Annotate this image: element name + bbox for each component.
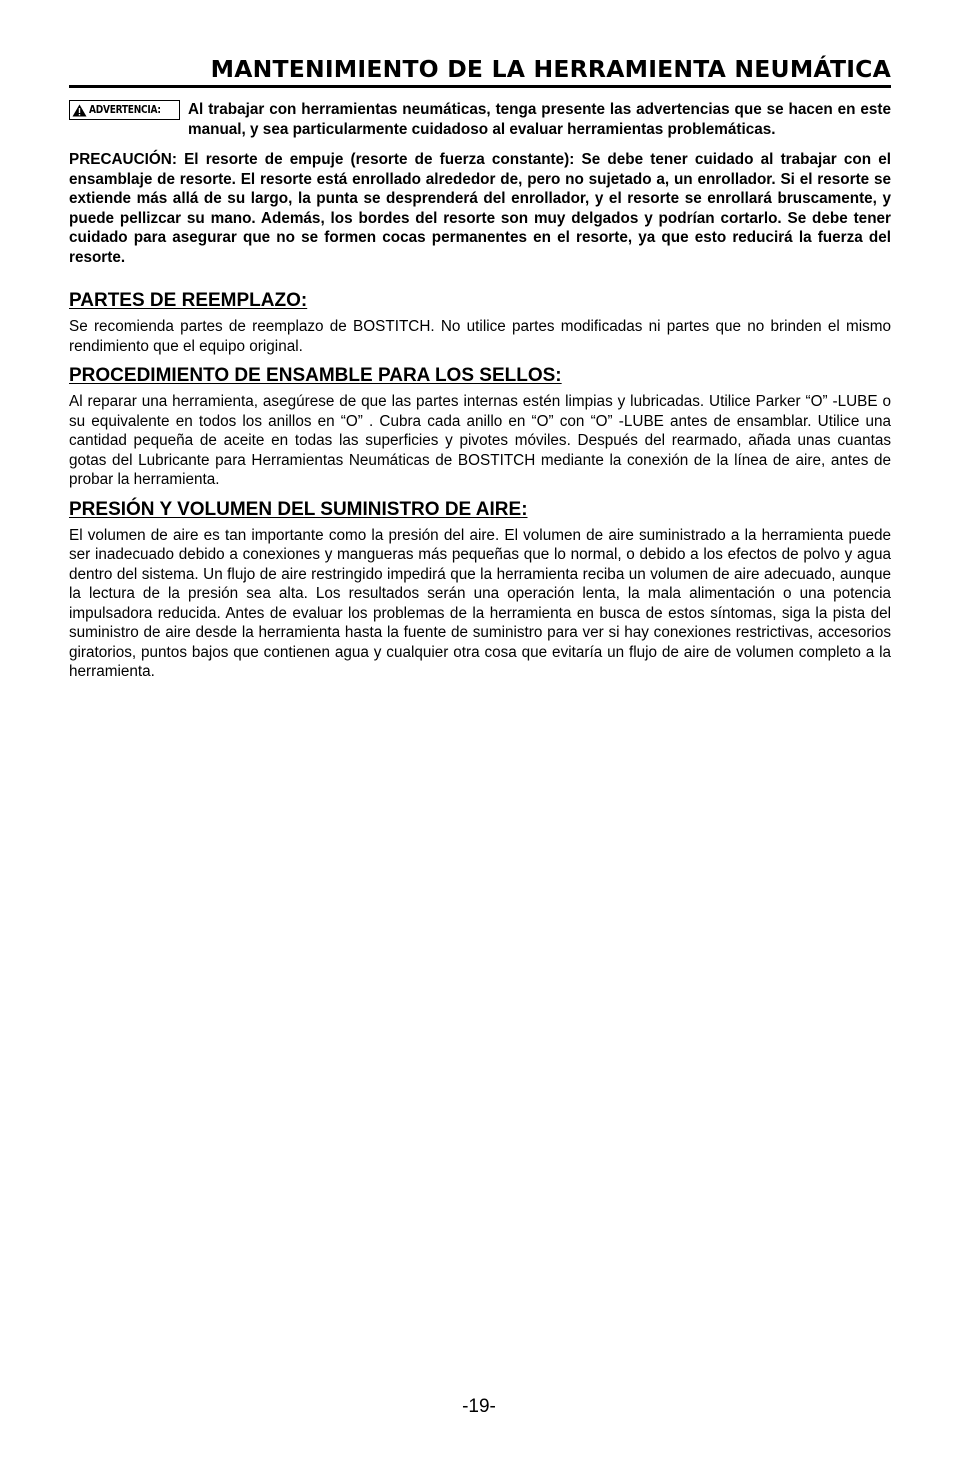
- section-body: Se recomienda partes de reemplazo de BOSTITCH. No utilice partes modificadas ni partes que no brinden el mismo rendimiento que el equipo original.: [69, 318, 891, 355]
- warning-block: [69, 100, 891, 139]
- section-air-supply: [69, 498, 891, 682]
- section-heading: PROCEDIMIENTO DE ENSAMBLE PARA LOS SELLOS:: [69, 365, 562, 386]
- warning-badge: [69, 100, 180, 120]
- page-title: MANTENIMIENTO DE LA HERRAMIENTA NEUMÁTICA: [69, 55, 891, 88]
- page-number: -19-: [462, 1396, 496, 1417]
- section-seal-assembly: [69, 364, 891, 490]
- warning-badge-label: ADVERTENCIA:: [89, 104, 161, 116]
- section-body: Al reparar una herramienta, asegúrese de que las partes internas estén limpias y lubricadas. Utilice Parker “O” -LUBE o su equivalente en todos los anillos en “O” . Cubra cada anillo en “O” con “O” -LUBE antes de ensamblar. Utilice una cantidad pequeña de aceite en todas las superficies y pivotes móviles. Después del rearmado, añada unas cuantas gotas del Lubricante para Herramientas Neumáticas de BOSTITCH mediante la conexión de la línea de aire, antes de probar la herramienta.: [69, 393, 891, 488]
- section-replacement-parts: [69, 289, 891, 356]
- warning-text: Al trabajar con herramientas neumáticas, tenga presente las advertencias que se hacen en este manual, y sea particularmente cuidadoso al evaluar herramientas problemáticas.: [188, 101, 891, 138]
- caution-text: PRECAUCIÓN: El resorte de empuje (resorte de fuerza constante): Se debe tener cuidado al trabajar con el ensamblaje de resorte. El resorte está enrollado alrededor de, pero no sujetado a, un enrollador. Si el resorte se extiende más allá de su largo, la punta se desprenderá del enrollador, y el resorte se enrollará bruscamente, y puede pellizcar su mano. Además, los bordes del resorte son muy delgados y podrían cortarlo. Se debe tener cuidado para asegurar que no se formen cocas permanentes en el resorte, ya que esto reducirá la fuerza del resorte.: [69, 151, 891, 266]
- warning-triangle-icon: [72, 104, 87, 117]
- section-heading: PRESIÓN Y VOLUMEN DEL SUMINISTRO DE AIRE:: [69, 498, 528, 520]
- section-body: El volumen de aire es tan importante como la presión del aire. El volumen de aire suministrado a la herramienta puede ser inadecuado debido a conexiones y mangueras más pequeñas que lo normal, o debido a los efectos de polvo y agua dentro del sistema. Un flujo de aire restringido impedirá que la herramienta reciba un volumen de aire adecuado, aunque la lectura de la presión sea alta. Los resultados serán una operación lenta, la mala alimentación o una potencia impulsadora reducida. Antes de evaluar los problemas de la herramienta en busca de estos síntomas, siga la pista del suministro de aire desde la herramienta hasta la fuente de suministro para ver si hay conexiones restrictivas, accesorios giratorios, puntos bajos que contienen agua y cualquier otra cosa que evitaría un flujo de aire de volumen completo a la herramienta.: [69, 526, 891, 680]
- section-heading: PARTES DE REEMPLAZO:: [69, 290, 308, 311]
- document-page: [69, 55, 891, 682]
